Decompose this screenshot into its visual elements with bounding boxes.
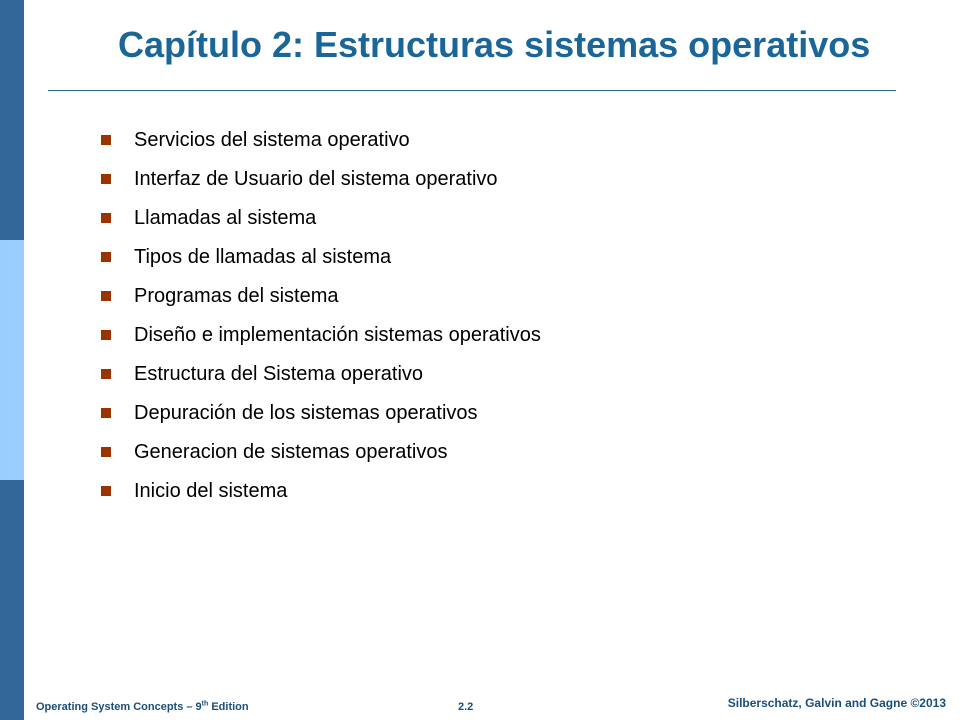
bullet-item — [96, 199, 541, 238]
square-bullet-icon — [101, 213, 111, 223]
footer-edition-ordinal: th — [201, 700, 209, 708]
bullet-item — [96, 355, 541, 394]
bullet-text: Generacion de sistemas operativos — [134, 441, 448, 463]
bullet-item — [96, 433, 541, 472]
bullet-item — [96, 394, 541, 433]
square-bullet-icon — [101, 486, 111, 496]
sidebar-band-middle — [0, 240, 24, 480]
square-bullet-icon — [101, 330, 111, 340]
bullet-text: Programas del sistema — [134, 285, 339, 307]
square-bullet-icon — [101, 174, 111, 184]
square-bullet-icon — [101, 135, 111, 145]
square-bullet-icon — [101, 447, 111, 457]
bullet-item — [96, 121, 541, 160]
square-bullet-icon — [101, 408, 111, 418]
bullet-text: Diseño e implementación sistemas operativos — [134, 324, 541, 346]
square-bullet-icon — [101, 369, 111, 379]
square-bullet-icon — [101, 252, 111, 262]
bullet-text: Interfaz de Usuario del sistema operativo — [134, 168, 498, 190]
bullet-text: Llamadas al sistema — [134, 207, 317, 229]
bullet-list — [96, 121, 541, 511]
bullet-item — [96, 277, 541, 316]
bullet-item — [96, 160, 541, 199]
square-bullet-icon — [101, 291, 111, 301]
slide-title: Capítulo 2: Estructuras sistemas operativos — [118, 24, 871, 65]
footer-book-title-prefix: Operating System Concepts – 9 — [36, 701, 202, 713]
sidebar-band-bottom — [0, 480, 24, 720]
bullet-text: Tipos de llamadas al sistema — [134, 246, 392, 268]
bullet-text: Inicio del sistema — [134, 480, 288, 502]
footer-copyright: Silberschatz, Galvin and Gagne ©2013 — [727, 696, 946, 710]
bullet-text: Servicios del sistema operativo — [134, 129, 410, 151]
bullet-item — [96, 472, 541, 511]
footer-book-title-suffix: Edition — [208, 701, 249, 713]
bullet-text: Depuración de los sistemas operativos — [134, 402, 478, 424]
sidebar-band-top — [0, 0, 24, 240]
title-underline-divider — [48, 90, 896, 91]
bullet-item — [96, 238, 541, 277]
bullet-text: Estructura del Sistema operativo — [134, 363, 424, 385]
footer-book-title — [36, 701, 249, 713]
bullet-item — [96, 316, 541, 355]
footer-page-number: 2.2 — [458, 701, 474, 713]
